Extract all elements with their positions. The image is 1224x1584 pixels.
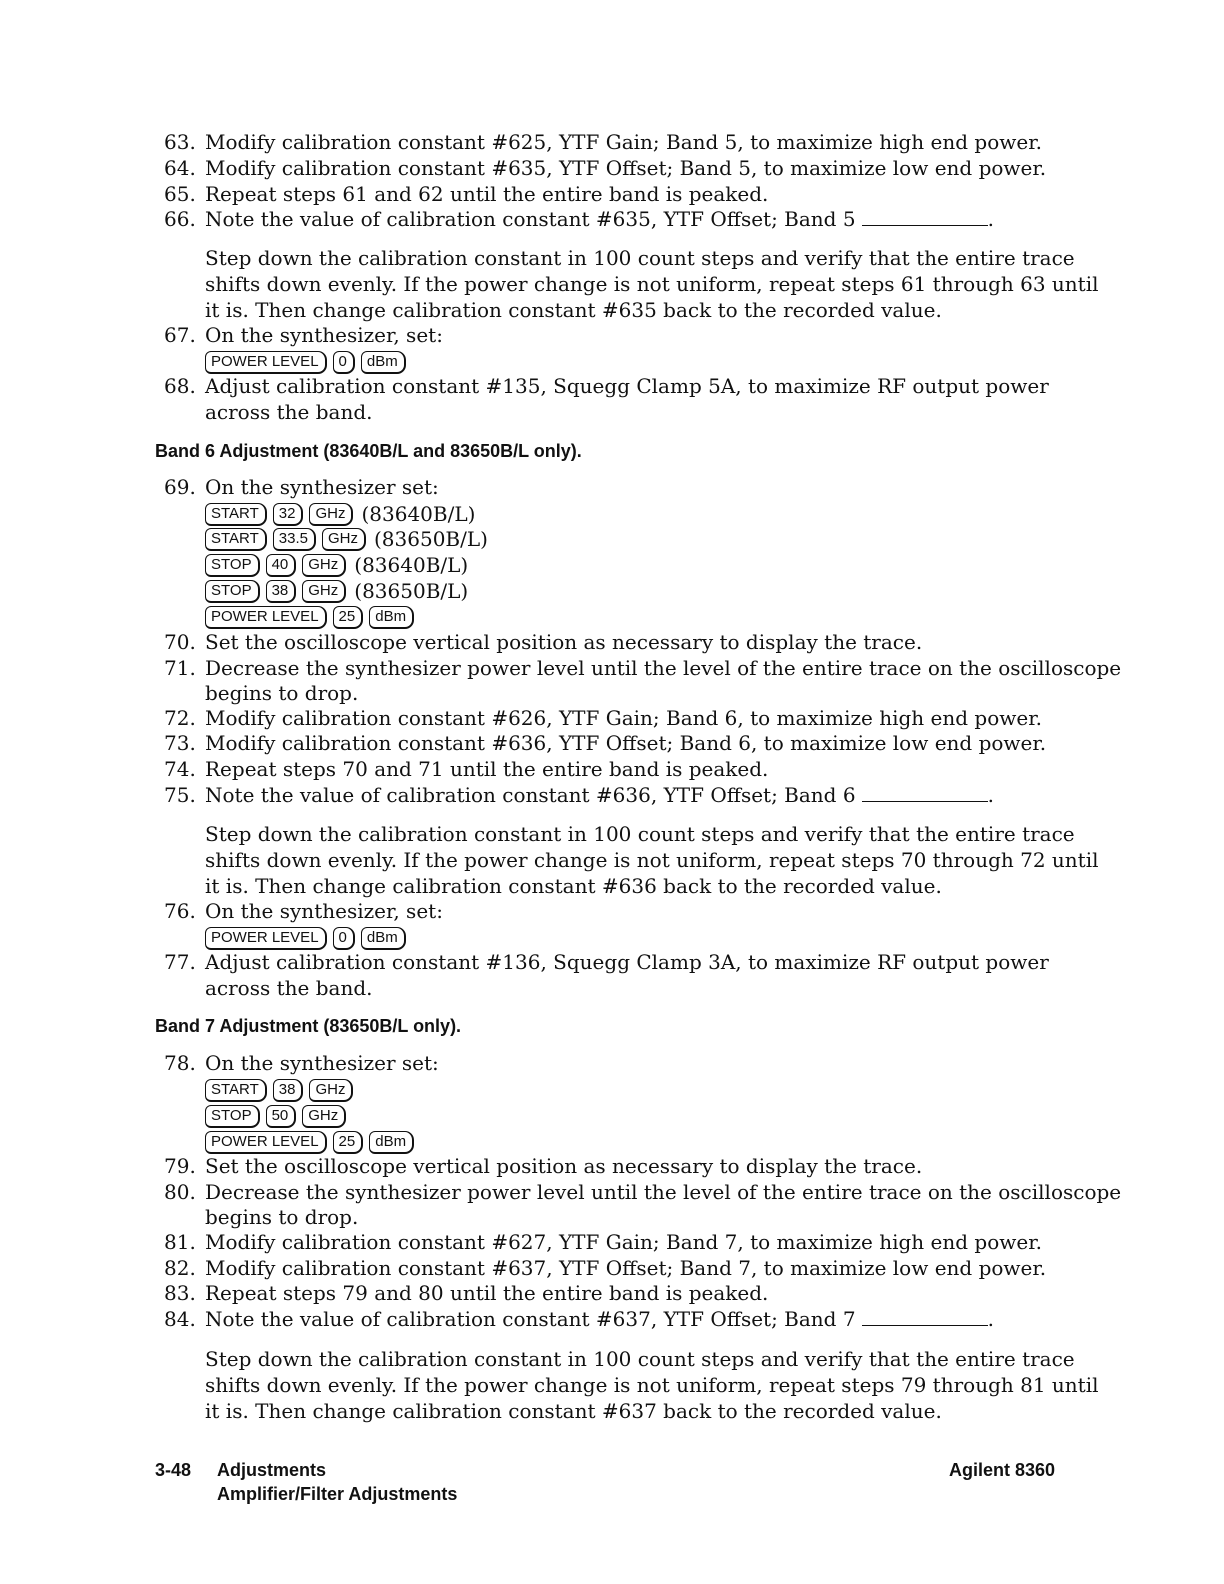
step-number: 66. xyxy=(164,207,196,231)
key-sequence xyxy=(205,527,488,551)
value-key[interactable]: 38 xyxy=(266,580,297,603)
fill-in-blank[interactable] xyxy=(862,207,988,226)
step-text: Modify calibration constant #627, YTF Gain; Band 7, to maximize high end power. xyxy=(205,1230,1042,1254)
power-level-key[interactable]: POWER LEVEL xyxy=(205,606,327,629)
dbm-key[interactable]: dBm xyxy=(361,927,406,950)
step-text: Set the oscilloscope vertical position as necessary to display the trace. xyxy=(205,1154,923,1178)
step-text: On the synthesizer, set: xyxy=(205,323,443,347)
stop-key[interactable]: STOP xyxy=(205,580,260,603)
value-key[interactable]: 32 xyxy=(273,503,304,526)
step-number: 79. xyxy=(164,1154,196,1178)
step-text: On the synthesizer, set: xyxy=(205,899,443,923)
step-text-cont: begins to drop. xyxy=(205,681,359,705)
step-number: 64. xyxy=(164,156,196,180)
step-text: Repeat steps 79 and 80 until the entire band is peaked. xyxy=(205,1281,769,1305)
step-text: On the synthesizer set: xyxy=(205,475,439,499)
dbm-key[interactable]: dBm xyxy=(369,606,414,629)
paragraph-line: Step down the calibration constant in 100 count steps and verify that the entire trace xyxy=(205,1347,1075,1371)
step-text: Repeat steps 70 and 71 until the entire band is peaked. xyxy=(205,757,769,781)
footer-subsection: Amplifier/Filter Adjustments xyxy=(217,1484,458,1504)
section-heading-band-7: Band 7 Adjustment (83650B/L only). xyxy=(155,1016,462,1036)
step-number: 67. xyxy=(164,323,196,347)
paragraph-line: Step down the calibration constant in 100 count steps and verify that the entire trace xyxy=(205,822,1075,846)
step-text: Modify calibration constant #637, YTF Offset; Band 7, to maximize low end power. xyxy=(205,1256,1047,1280)
paragraph-line: Step down the calibration constant in 100 count steps and verify that the entire trace xyxy=(205,246,1075,270)
key-sequence xyxy=(205,1130,414,1154)
step-number: 78. xyxy=(164,1051,196,1075)
step-number: 63. xyxy=(164,130,196,154)
model-note: (83640B/L) xyxy=(354,553,469,577)
step-text: Modify calibration constant #636, YTF Offset; Band 6, to maximize low end power. xyxy=(205,731,1047,755)
value-key[interactable]: 38 xyxy=(273,1079,304,1102)
fill-in-blank[interactable] xyxy=(862,783,988,802)
value-key[interactable]: 40 xyxy=(266,554,297,577)
step-number: 65. xyxy=(164,182,196,206)
step-number: 83. xyxy=(164,1281,196,1305)
key-sequence xyxy=(205,1078,353,1102)
paragraph-line: shifts down evenly. If the power change is not uniform, repeat steps 61 through 63 until xyxy=(205,272,1099,296)
step-number: 73. xyxy=(164,731,196,755)
value-key[interactable]: 33.5 xyxy=(273,528,316,551)
step-number: 69. xyxy=(164,475,196,499)
paragraph-line: it is. Then change calibration constant #635 back to the recorded value. xyxy=(205,298,942,322)
step-text: Modify calibration constant #625, YTF Gain; Band 5, to maximize high end power. xyxy=(205,130,1042,154)
ghz-key[interactable]: GHz xyxy=(302,580,346,603)
step-text: On the synthesizer set: xyxy=(205,1051,439,1075)
key-sequence xyxy=(205,605,414,629)
ghz-key[interactable]: GHz xyxy=(309,1079,353,1102)
digit-key[interactable]: 0 xyxy=(333,927,355,950)
model-note: (83650B/L) xyxy=(374,527,488,551)
value-key[interactable]: 25 xyxy=(333,1131,364,1154)
step-text: Adjust calibration constant #136, Squegg Clamp 3A, to maximize RF output power xyxy=(205,950,1049,974)
stop-key[interactable]: STOP xyxy=(205,1105,260,1128)
power-level-key[interactable]: POWER LEVEL xyxy=(205,351,327,374)
value-key[interactable]: 25 xyxy=(333,606,364,629)
dbm-key[interactable]: dBm xyxy=(369,1131,414,1154)
key-sequence xyxy=(205,579,468,603)
step-text-with-blank: Note the value of calibration constant #637, YTF Offset; Band 7 . xyxy=(205,1307,994,1331)
start-key[interactable]: START xyxy=(205,528,267,551)
value-key[interactable]: 50 xyxy=(266,1105,297,1128)
ghz-key[interactable]: GHz xyxy=(302,1105,346,1128)
start-key[interactable]: START xyxy=(205,503,267,526)
step-number: 84. xyxy=(164,1307,196,1331)
step-number: 80. xyxy=(164,1180,196,1204)
step-number: 76. xyxy=(164,899,196,923)
paragraph-line: shifts down evenly. If the power change is not uniform, repeat steps 70 through 72 until xyxy=(205,848,1099,872)
key-sequence xyxy=(205,553,468,577)
step-text-cont: across the band. xyxy=(205,400,373,424)
start-key[interactable]: START xyxy=(205,1079,267,1102)
step-text-cont: across the band. xyxy=(205,976,373,1000)
model-note: (83640B/L) xyxy=(361,502,476,526)
paragraph-line: shifts down evenly. If the power change is not uniform, repeat steps 79 through 81 until xyxy=(205,1373,1099,1397)
step-text: Repeat steps 61 and 62 until the entire band is peaked. xyxy=(205,182,769,206)
ghz-key[interactable]: GHz xyxy=(309,503,353,526)
section-heading-band-6: Band 6 Adjustment (83640B/L and 83650B/L only). xyxy=(155,441,582,461)
key-sequence xyxy=(205,1104,346,1128)
paragraph-line: it is. Then change calibration constant #636 back to the recorded value. xyxy=(205,874,942,898)
dbm-key[interactable]: dBm xyxy=(361,351,406,374)
footer-product: Agilent 8360 xyxy=(948,1460,1055,1480)
step-number: 82. xyxy=(164,1256,196,1280)
power-level-key[interactable]: POWER LEVEL xyxy=(205,1131,327,1154)
step-text: Decrease the synthesizer power level until the level of the entire trace on the oscilloscope xyxy=(205,1180,1122,1204)
step-text: Modify calibration constant #635, YTF Offset; Band 5, to maximize low end power. xyxy=(205,156,1047,180)
step-text: Note the value of calibration constant #637, YTF Offset; Band 7 xyxy=(205,1307,856,1331)
step-number: 71. xyxy=(164,656,196,680)
footer-section: Adjustments xyxy=(217,1460,327,1480)
model-note: (83650B/L) xyxy=(354,579,469,603)
step-number: 74. xyxy=(164,757,196,781)
step-number: 81. xyxy=(164,1230,196,1254)
ghz-key[interactable]: GHz xyxy=(302,554,346,577)
step-number: 70. xyxy=(164,630,196,654)
step-number: 77. xyxy=(164,950,196,974)
step-text: Note the value of calibration constant #636, YTF Offset; Band 6 xyxy=(205,783,856,807)
step-text: Set the oscilloscope vertical position as necessary to display the trace. xyxy=(205,630,923,654)
step-text: Adjust calibration constant #135, Squegg Clamp 5A, to maximize RF output power xyxy=(205,374,1049,398)
step-number: 68. xyxy=(164,374,196,398)
digit-key[interactable]: 0 xyxy=(333,351,355,374)
stop-key[interactable]: STOP xyxy=(205,554,260,577)
power-level-key[interactable]: POWER LEVEL xyxy=(205,927,327,950)
fill-in-blank[interactable] xyxy=(862,1307,988,1326)
step-text: Note the value of calibration constant #635, YTF Offset; Band 5 xyxy=(205,207,856,231)
step-number: 75. xyxy=(164,783,196,807)
paragraph-line: it is. Then change calibration constant #637 back to the recorded value. xyxy=(205,1399,942,1423)
step-text: Modify calibration constant #626, YTF Gain; Band 6, to maximize high end power. xyxy=(205,706,1042,730)
step-text-with-blank: Note the value of calibration constant #635, YTF Offset; Band 5 . xyxy=(205,207,994,231)
step-text: Decrease the synthesizer power level until the level of the entire trace on the oscilloscope xyxy=(205,656,1122,680)
step-text-cont: begins to drop. xyxy=(205,1205,359,1229)
step-text-with-blank: Note the value of calibration constant #636, YTF Offset; Band 6 . xyxy=(205,783,994,807)
key-sequence xyxy=(205,926,406,950)
step-number: 72. xyxy=(164,706,196,730)
ghz-key[interactable]: GHz xyxy=(322,528,366,551)
key-sequence xyxy=(205,502,475,526)
footer-page-number: 3-48 xyxy=(155,1460,192,1480)
key-sequence xyxy=(205,350,406,374)
